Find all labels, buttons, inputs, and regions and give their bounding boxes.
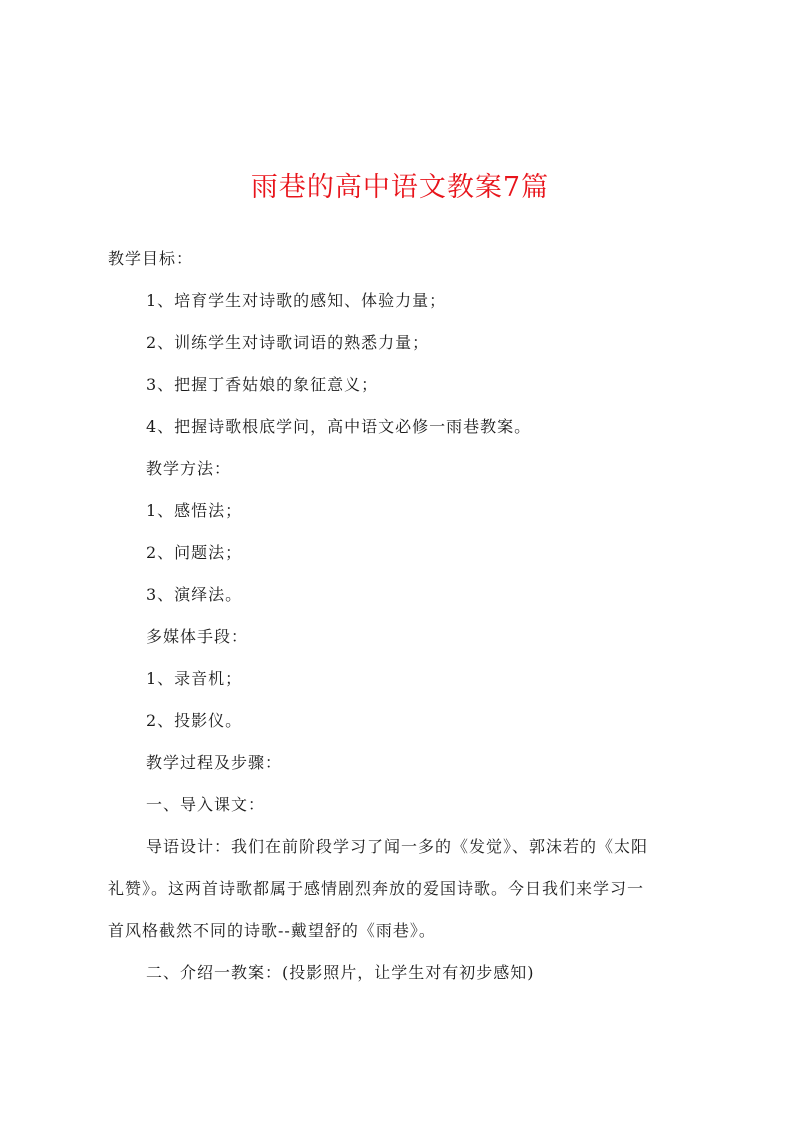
intro-paragraph-line-3: 首风格截然不同的诗歌--戴望舒的《雨巷》。 [108, 921, 436, 940]
intro-paragraph-line-2: 礼赞》。这两首诗歌都属于感情剧烈奔放的爱国诗歌。今日我们来学习一 [108, 879, 645, 898]
document-title: 雨巷的高中语文教案7篇 [250, 172, 550, 203]
method-item-2: 2、问题法； [146, 543, 243, 562]
method-item-3: 3、演绎法。 [146, 585, 243, 604]
heading-teaching-process: 教学过程及步骤： [146, 753, 283, 772]
multimedia-item-2: 2、投影仪。 [146, 711, 243, 730]
heading-multimedia: 多媒体手段： [146, 627, 249, 646]
heading-teaching-methods: 教学方法： [146, 459, 232, 478]
section-two-heading: 二、介绍一教案：(投影照片，让学生对有初步感知) [146, 963, 535, 982]
heading-teaching-objectives: 教学目标： [108, 249, 194, 268]
objective-item-4: 4、把握诗歌根底学问，高中语文必修一雨巷教案。 [146, 417, 532, 436]
section-one-heading: 一、导入课文： [146, 795, 266, 814]
method-item-1: 1、感悟法； [146, 501, 243, 520]
intro-paragraph-line-1: 导语设计：我们在前阶段学习了闻一多的《发觉》、郭沫若的《太阳 [146, 837, 649, 856]
objective-item-2: 2、训练学生对诗歌词语的熟悉力量； [146, 333, 430, 352]
objective-item-3: 3、把握丁香姑娘的象征意义； [146, 375, 379, 394]
multimedia-item-1: 1、录音机； [146, 669, 243, 688]
objective-item-1: 1、培育学生对诗歌的感知、体验力量； [146, 291, 447, 310]
